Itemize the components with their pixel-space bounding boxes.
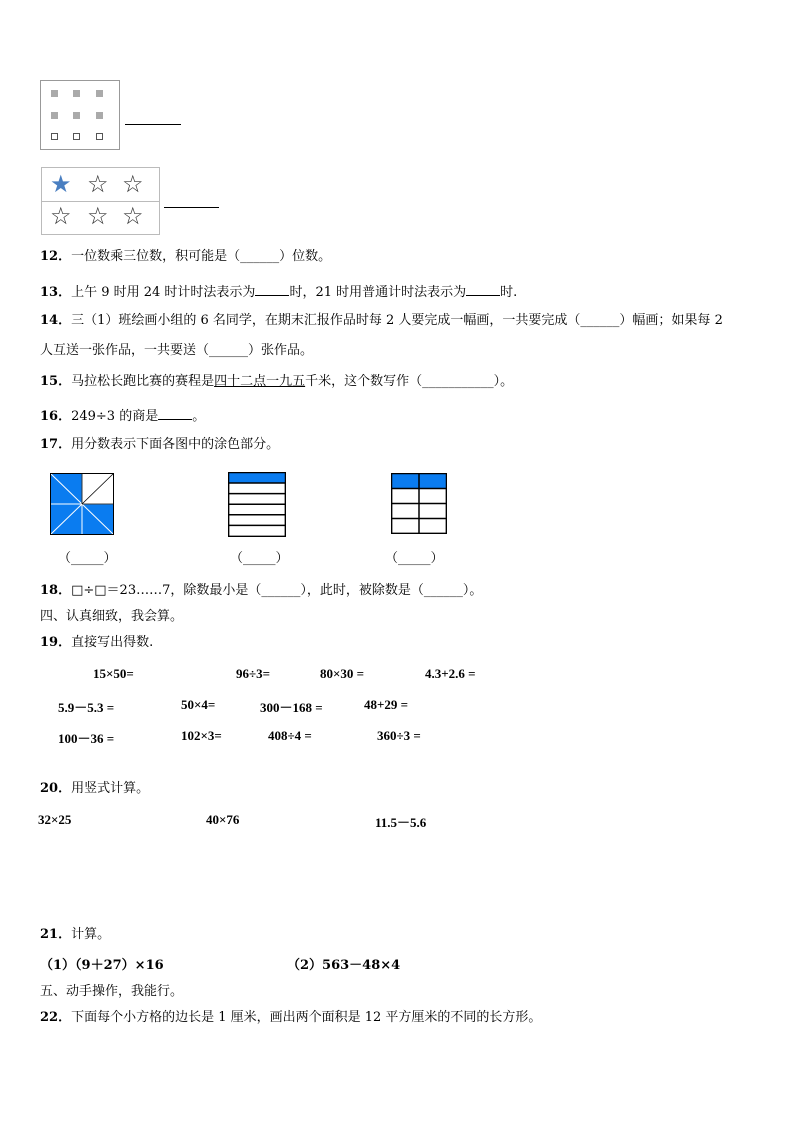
question-22 — [40, 1009, 541, 1027]
calc-item: 40×76 — [206, 812, 240, 827]
calc-item: 11.5－5.6 — [375, 815, 427, 830]
question-number: 13． — [40, 285, 72, 300]
question-number: 17． — [40, 437, 72, 452]
calc-item: 50×4= — [181, 697, 216, 712]
question-text: 用竖式计算。 — [71, 781, 150, 796]
calc-item: （1）（9＋27）×16 — [40, 958, 164, 973]
question-14 — [40, 312, 723, 330]
question-text: 三（1）班绘画小组的 6 名同学，在期末汇报作品时每 2 人要完成一幅画，一共要完成（______）幅画；如果每 2 — [71, 313, 723, 328]
fraction-figure-strips — [228, 472, 286, 537]
empty-square — [73, 133, 80, 140]
calc-item: （2）563－48×4 — [287, 958, 401, 973]
question-number: 18． — [40, 583, 72, 598]
question-text: 直接写出得数. — [71, 635, 154, 650]
empty-square — [51, 133, 58, 140]
fraction-figure-grid — [391, 473, 447, 534]
answer-line — [164, 207, 219, 208]
question-text: 一位数乘三位数，积可能是（______）位数。 — [71, 249, 332, 264]
question-text: 下面每个小方格的边长是 1 厘米，画出两个面积是 12 平方厘米的不同的长方形。 — [71, 1010, 542, 1025]
question-number: 22． — [40, 1010, 72, 1025]
section-heading-5: 五、动手操作，我能行。 — [40, 984, 184, 999]
answer-blank-17a[interactable]: （_____） — [58, 551, 117, 566]
question-16 — [40, 405, 205, 426]
empty-square — [96, 133, 103, 140]
gray-square — [96, 112, 103, 119]
star-icon: ☆ — [122, 202, 144, 230]
question-text: 计算。 — [71, 927, 111, 942]
answer-blank[interactable] — [466, 281, 500, 296]
stars-figure — [41, 167, 160, 235]
question-12 — [40, 248, 331, 266]
answer-blank-17c[interactable]: （_____） — [385, 551, 444, 566]
question-text: 人互送一张作品，一共要送（______）张作品。 — [40, 343, 314, 358]
question-text: 时，21 时用普通计时法表示为 — [289, 285, 467, 300]
question-text: 用分数表示下面各图中的涂色部分。 — [71, 437, 280, 452]
question-14-line2 — [40, 342, 313, 360]
gray-square — [73, 112, 80, 119]
calc-item: 360÷3 = — [377, 728, 421, 743]
question-number: 21． — [40, 927, 72, 942]
answer-blank[interactable] — [255, 281, 289, 296]
question-17 — [40, 436, 279, 454]
answer-blank-17b[interactable]: （_____） — [230, 551, 289, 566]
star-filled-icon: ★ — [50, 170, 72, 198]
question-13 — [40, 281, 517, 302]
gray-square — [51, 90, 58, 97]
question-15 — [40, 373, 513, 391]
gray-square — [51, 112, 58, 119]
answer-line — [125, 124, 181, 125]
question-number: 12． — [40, 249, 72, 264]
question-number: 16． — [40, 409, 72, 424]
calc-item: 96÷3= — [236, 666, 271, 681]
question-text: 上午 9 时用 24 时计时法表示为 — [71, 285, 256, 300]
star-icon: ☆ — [87, 170, 109, 198]
calc-item: 80×30 = — [320, 666, 365, 681]
question-number: 19． — [40, 635, 72, 650]
calc-item: 408÷4 = — [268, 728, 312, 743]
star-icon: ☆ — [50, 202, 72, 230]
question-text: 千米，这个数写作（___________）。 — [305, 374, 514, 389]
star-icon: ☆ — [122, 170, 144, 198]
question-text: □÷□＝23……7，除数最小是（______），此时，被除数是（______）。 — [71, 583, 483, 598]
star-icon: ☆ — [87, 202, 109, 230]
question-number: 15． — [40, 374, 72, 389]
question-21 — [40, 926, 110, 944]
question-text: 249÷3 的商是 — [71, 409, 159, 424]
question-text: 马拉松长跑比赛的赛程是 — [71, 374, 215, 389]
question-number: 14． — [40, 313, 72, 328]
answer-blank[interactable] — [158, 405, 192, 420]
question-number: 20． — [40, 781, 72, 796]
calc-item: 5.9－5.3 = — [58, 700, 115, 715]
question-text: 。 — [192, 409, 206, 424]
calc-item: 32×25 — [38, 812, 72, 827]
question-20 — [40, 780, 149, 798]
fraction-figure-triangles — [50, 473, 114, 535]
calc-item: 100－36 = — [58, 731, 115, 746]
shaded-strip — [229, 473, 286, 484]
section-heading-4: 四、认真细致，我会算。 — [40, 609, 184, 624]
question-19 — [40, 634, 153, 652]
calc-item: 48+29 = — [364, 697, 409, 712]
underlined-number: 四十二点一九五 — [214, 374, 306, 389]
question-18 — [40, 582, 482, 600]
calc-item: 4.3+2.6 = — [425, 666, 476, 681]
gray-square — [96, 90, 103, 97]
calc-item: 102×3= — [181, 728, 222, 743]
gray-square — [73, 90, 80, 97]
calc-item: 15×50= — [93, 666, 134, 681]
dots-figure — [40, 80, 120, 150]
question-text: 时. — [500, 285, 518, 300]
calc-item: 300－168 = — [260, 700, 323, 715]
